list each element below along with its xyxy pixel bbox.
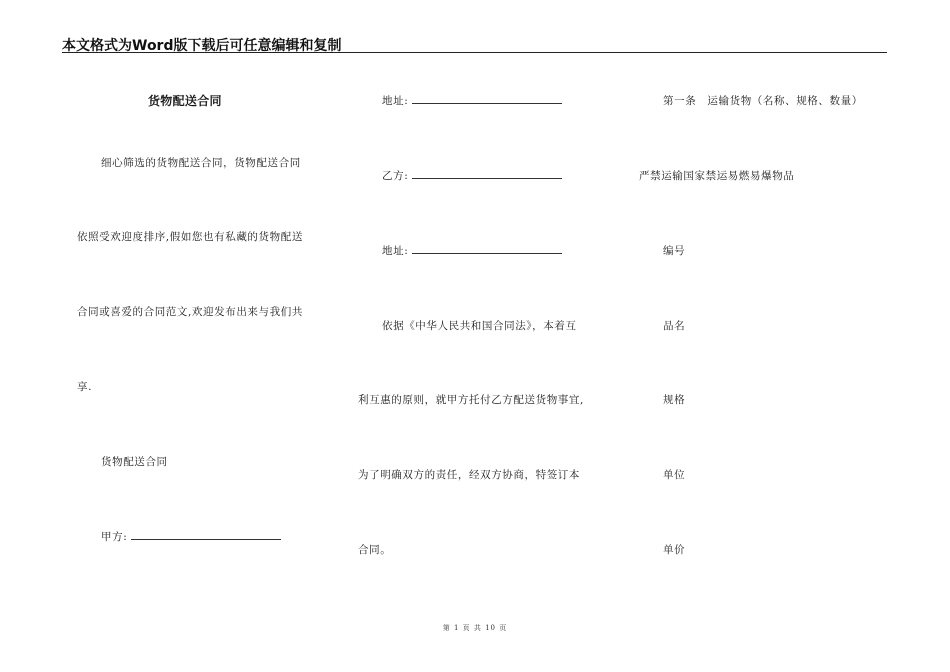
address-1-label: 地址: bbox=[382, 95, 409, 107]
intro-line-2: 依照受欢迎度排序,假如您也有私藏的货物配送 bbox=[77, 231, 303, 243]
document-title: 货物配送合同 bbox=[148, 94, 222, 108]
page-number: 第 1 页 共 10 页 bbox=[442, 624, 508, 632]
item-field-spec: 规格 bbox=[663, 394, 686, 406]
body-line-4: 合同。 bbox=[358, 544, 392, 556]
item-field-name: 品名 bbox=[663, 320, 686, 332]
intro-line-3: 合同或喜爱的合同范文,欢迎发布出来与我们共 bbox=[77, 306, 303, 318]
party-a-label: 甲方: bbox=[101, 531, 128, 543]
article-1-heading: 第一条 运输货物（名称、规格、数量） bbox=[663, 95, 863, 107]
header-rule bbox=[62, 52, 887, 53]
address-2-field bbox=[382, 243, 562, 258]
address-1-blank bbox=[412, 94, 562, 104]
intro-line-4: 享. bbox=[77, 381, 93, 393]
party-b-blank bbox=[412, 169, 562, 179]
intro-line-1: 细心筛选的货物配送合同，货物配送合同 bbox=[101, 157, 301, 169]
party-b-field bbox=[382, 168, 562, 183]
item-field-unit: 单位 bbox=[663, 469, 686, 481]
party-b-label: 乙方: bbox=[382, 170, 409, 182]
item-field-number: 编号 bbox=[663, 245, 686, 257]
item-field-unit-price: 单价 bbox=[663, 544, 686, 556]
party-a-field bbox=[101, 529, 281, 544]
document-header: 本文格式为Word版下载后可任意编辑和复制 bbox=[62, 38, 342, 54]
body-line-2: 利互惠的原则，就甲方托付乙方配送货物事宜, bbox=[358, 394, 584, 406]
contract-subtitle: 货物配送合同 bbox=[101, 456, 168, 468]
body-line-3: 为了明确双方的责任，经双方协商，特签订本 bbox=[358, 469, 580, 481]
prohibited-goods-note: 严禁运输国家禁运易燃易爆物品 bbox=[639, 170, 795, 182]
address-1-field bbox=[382, 93, 562, 108]
address-2-label: 地址: bbox=[382, 245, 409, 257]
party-a-blank bbox=[131, 530, 281, 540]
body-line-1: 依据《中华人民共和国合同法》，本着互 bbox=[382, 320, 577, 332]
address-2-blank bbox=[412, 244, 562, 254]
